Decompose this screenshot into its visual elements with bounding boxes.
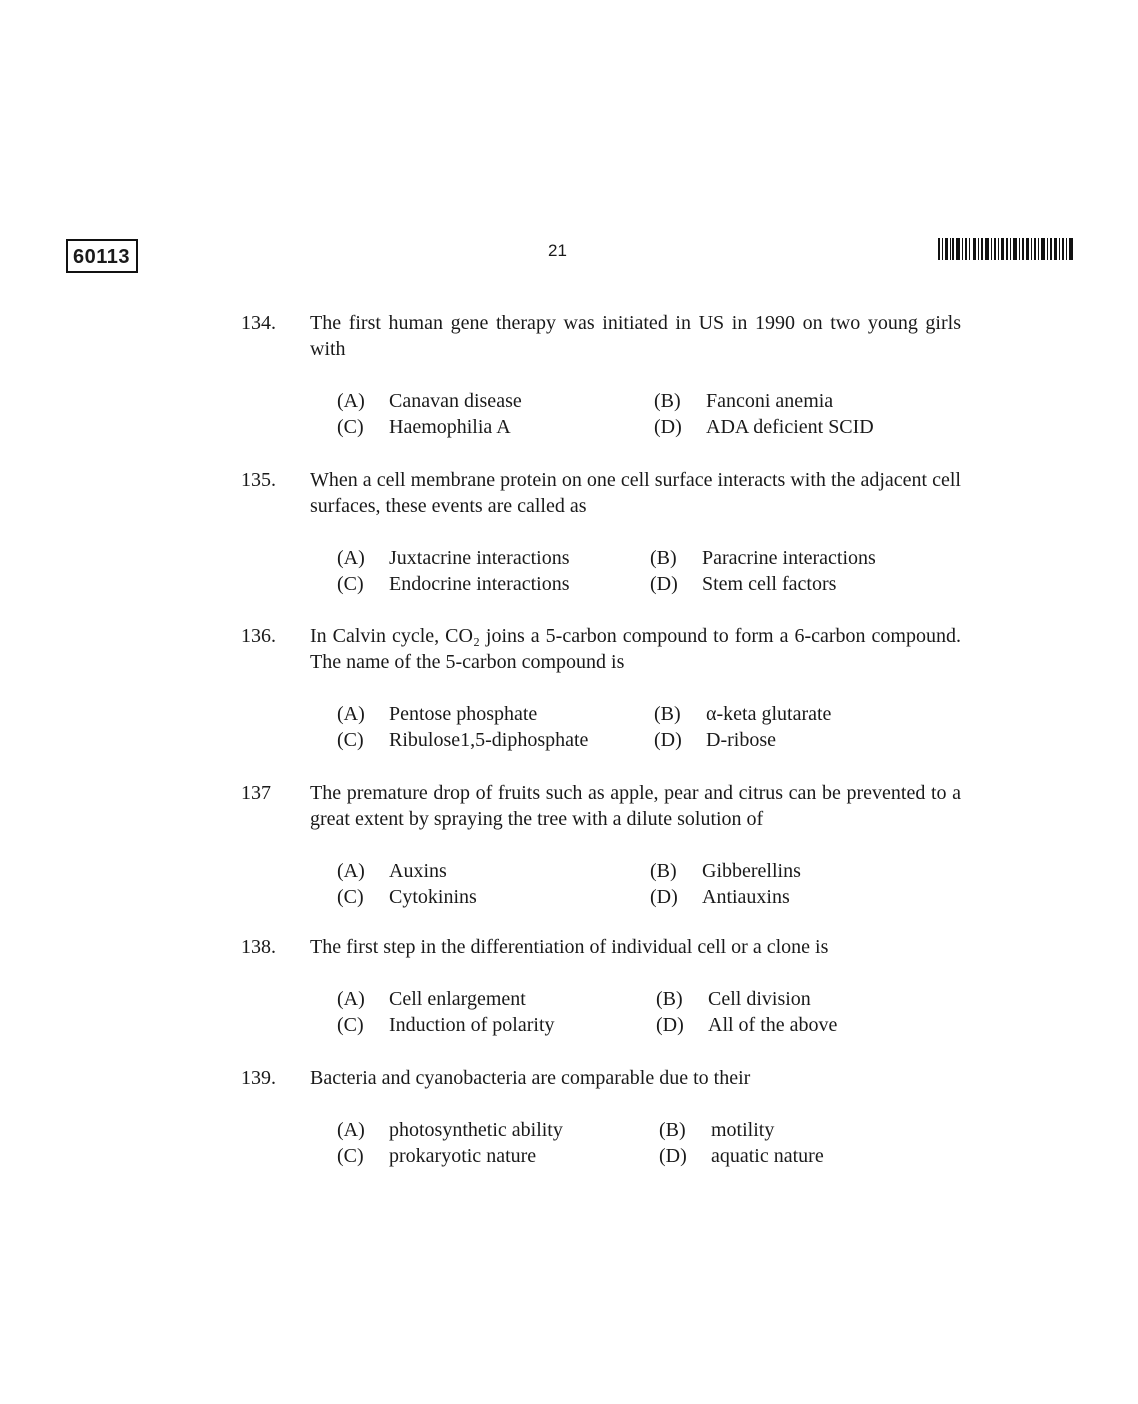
option-label: (D): [650, 573, 678, 595]
question-number: 138.: [241, 936, 276, 958]
option-text: α-keta glutarate: [706, 703, 832, 725]
question-number: 137: [241, 782, 271, 804]
option-label: (C): [337, 416, 364, 438]
option-text: Canavan disease: [389, 390, 522, 412]
options: [241, 1117, 961, 1169]
question-text: In Calvin cycle, CO₂ joins a 5-carbon compound to form a 6-carbon compound. The name of the 5-carbon compound is: [310, 625, 961, 673]
option-text: Stem cell factors: [702, 573, 837, 595]
question-136: [241, 623, 961, 753]
barcode-icon: [938, 238, 1073, 260]
question-number: 139.: [241, 1067, 276, 1089]
question-text: The premature drop of fruits such as apple, pear and citrus can be prevented to a great extent by spraying the tree with a dilute solution of: [310, 782, 961, 830]
option-text: photosynthetic ability: [389, 1119, 563, 1141]
option-text: D-ribose: [706, 729, 776, 751]
question-134: [241, 310, 961, 440]
question-number: 134.: [241, 312, 276, 334]
option-label: (D): [654, 729, 682, 751]
option-text: Gibberellins: [702, 860, 801, 882]
option-text: Juxtacrine interactions: [389, 547, 570, 569]
question-139: [241, 1065, 961, 1169]
option-label: (B): [659, 1119, 686, 1141]
option-text: Fanconi anemia: [706, 390, 834, 412]
option-text: Auxins: [389, 860, 447, 882]
question-text: The first human gene therapy was initiated in US in 1990 on two young girls with: [310, 312, 961, 360]
question-text: The first step in the differentiation of individual cell or a clone is: [310, 936, 829, 958]
option-text: ADA deficient SCID: [706, 416, 874, 438]
option-text: motility: [711, 1119, 775, 1141]
question-text: Bacteria and cyanobacteria are comparable due to their: [310, 1067, 751, 1089]
option-text: Induction of polarity: [389, 1014, 555, 1036]
options: [241, 858, 961, 910]
question-number: 135.: [241, 469, 276, 491]
option-label: (C): [337, 729, 364, 751]
option-label: (C): [337, 886, 364, 908]
option-label: (C): [337, 1014, 364, 1036]
option-label: (A): [337, 547, 365, 569]
option-text: Endocrine interactions: [389, 573, 570, 595]
option-text: Haemophilia A: [389, 416, 511, 438]
question-text: When a cell membrane protein on one cell surface interacts with the adjacent cell surfaces, these events are called as: [310, 469, 961, 517]
question-138: [241, 934, 961, 1038]
option-label: (A): [337, 988, 365, 1010]
option-label: (D): [650, 886, 678, 908]
option-label: (D): [659, 1145, 687, 1167]
option-label: (D): [654, 416, 682, 438]
option-label: (C): [337, 573, 364, 595]
options: [241, 388, 961, 440]
option-label: (C): [337, 1145, 364, 1167]
paper-code: 60113: [66, 239, 138, 273]
options: [241, 986, 961, 1038]
option-label: (B): [650, 547, 677, 569]
option-label: (B): [656, 988, 683, 1010]
option-text: Pentose phosphate: [389, 703, 538, 725]
option-text: Ribulose1,5-diphosphate: [389, 729, 589, 751]
option-text: Cytokinins: [389, 886, 477, 908]
option-label: (A): [337, 390, 365, 412]
option-text: aquatic nature: [711, 1145, 824, 1167]
question-number: 136.: [241, 625, 276, 647]
options: [241, 545, 961, 597]
option-label: (B): [654, 703, 681, 725]
option-text: Cell enlargement: [389, 988, 526, 1010]
option-label: (A): [337, 860, 365, 882]
option-text: Paracrine interactions: [702, 547, 876, 569]
option-text: prokaryotic nature: [389, 1145, 537, 1167]
option-text: Antiauxins: [702, 886, 790, 908]
option-text: Cell division: [708, 988, 811, 1010]
option-label: (B): [650, 860, 677, 882]
question-135: [241, 467, 961, 597]
option-label: (D): [656, 1014, 684, 1036]
option-label: (A): [337, 703, 365, 725]
page-number: 21: [548, 241, 567, 260]
question-137: [241, 780, 961, 910]
option-label: (A): [337, 1119, 365, 1141]
options: [241, 701, 961, 753]
option-label: (B): [654, 390, 681, 412]
option-text: All of the above: [708, 1014, 838, 1036]
